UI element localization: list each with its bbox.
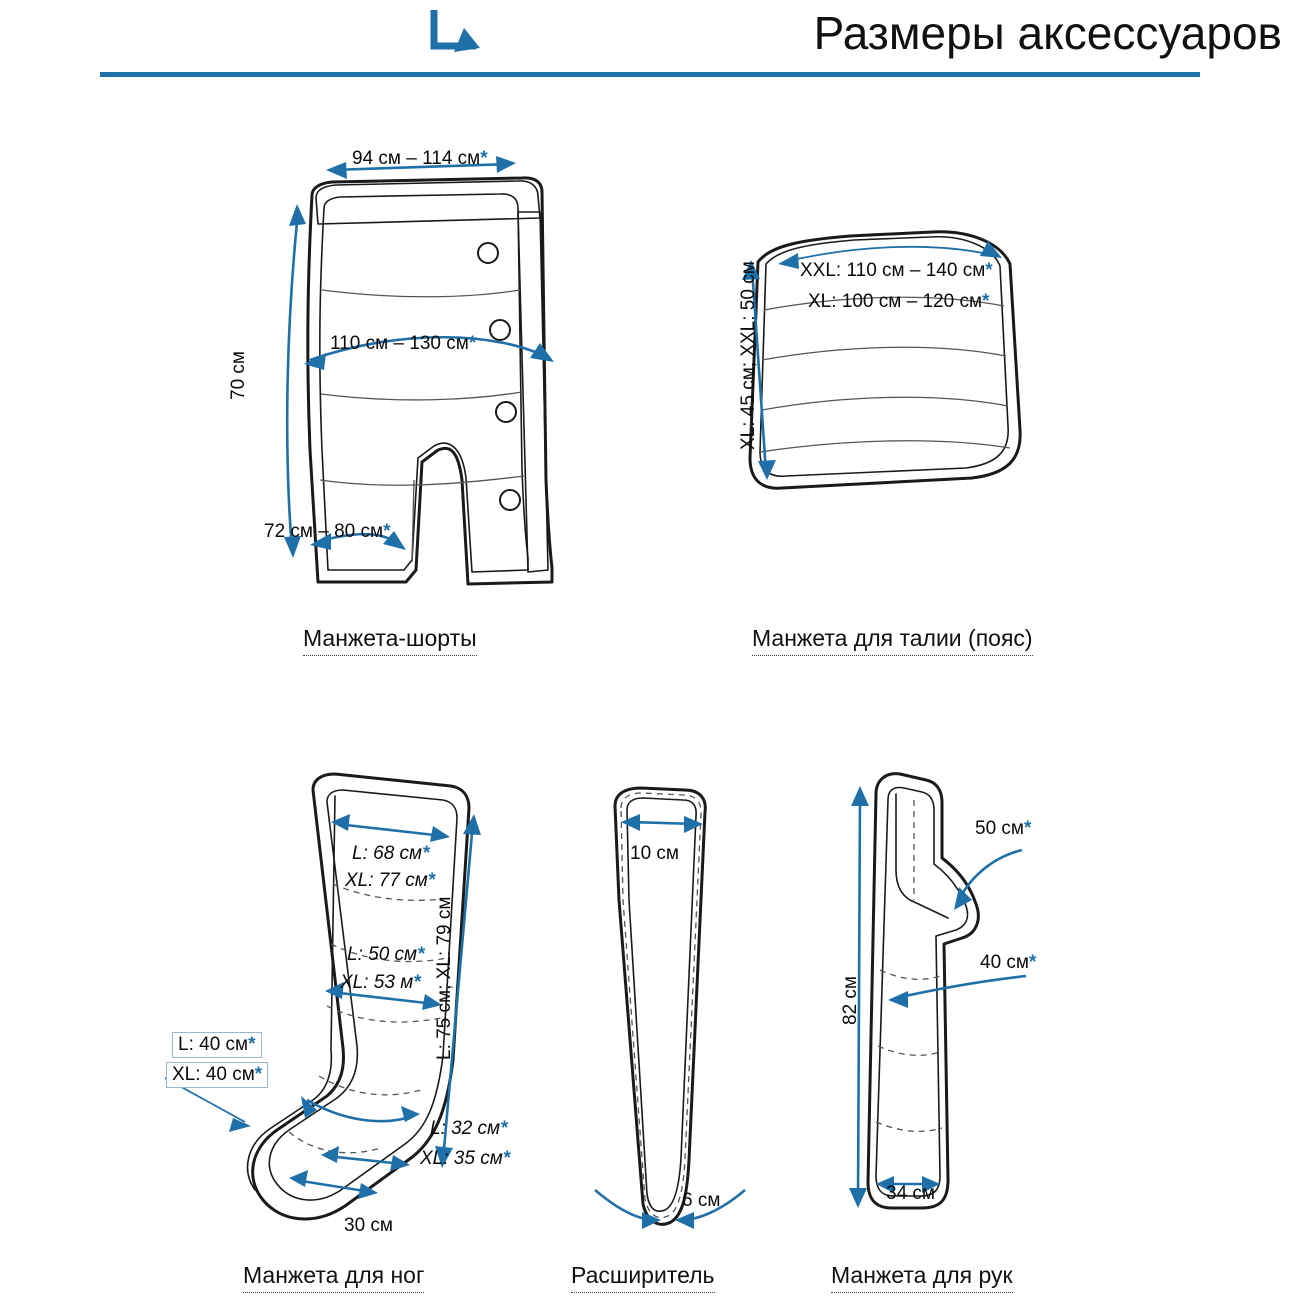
dim-arm-top: 50 см* — [975, 818, 1032, 839]
dim-arm-mid: 40 см* — [980, 952, 1037, 973]
dim-leg-ankle-l: L: 32 см* — [430, 1118, 508, 1139]
caption-waist: Манжета для талии (пояс) — [752, 625, 1033, 656]
caption-leg: Манжета для ног — [243, 1262, 424, 1293]
dim-shorts-waist: 94 см – 114 см* — [352, 148, 488, 169]
leg-cuff-illustration — [185, 760, 545, 1250]
dim-leg-length: L: 75 см; XL: 79 см — [434, 896, 455, 1060]
dim-leg-knee-xl: XL: 53 м* — [340, 972, 421, 993]
dim-leg-ankle-xl: XL: 35 см* — [420, 1148, 511, 1169]
dim-waist-xl: XL: 100 см – 120 см* — [808, 291, 990, 312]
caption-shorts: Манжета-шорты — [303, 625, 477, 656]
arm-cuff-illustration — [830, 760, 1090, 1250]
dim-leg-thigh-l: L: 68 см* — [352, 843, 430, 864]
dim-extender-bottom: 6 см — [682, 1190, 721, 1211]
header-divider — [100, 72, 1200, 77]
dim-leg-foot: 30 см — [344, 1215, 393, 1236]
arrow-down-right-icon — [424, 6, 494, 68]
dim-leg-calf-xl: XL: 40 см* — [166, 1062, 268, 1088]
caption-extender: Расширитель — [571, 1262, 715, 1293]
dim-arm-length: 82 см — [840, 976, 861, 1025]
dim-leg-calf-l: L: 40 см* — [172, 1032, 262, 1058]
dim-shorts-hip: 110 см – 130 см* — [330, 333, 477, 354]
dim-shorts-leg: 72 см – 80 см* — [264, 521, 391, 542]
dim-waist-xxl: XXL: 110 см – 140 см* — [800, 260, 993, 281]
dim-waist-height: XL: 45 см; XXL: 50 см — [738, 261, 759, 450]
dim-leg-knee-l: L: 50 см* — [347, 944, 425, 965]
shorts-illustration — [200, 150, 620, 610]
caption-arm: Манжета для рук — [831, 1262, 1013, 1293]
dim-extender-top: 10 см — [630, 843, 679, 864]
page-title: Размеры аксессуаров — [813, 7, 1282, 59]
dim-shorts-height: 70 см — [228, 351, 249, 400]
dim-arm-wrist: 34 см — [886, 1183, 935, 1204]
dim-leg-thigh-xl: XL: 77 см* — [345, 870, 436, 891]
